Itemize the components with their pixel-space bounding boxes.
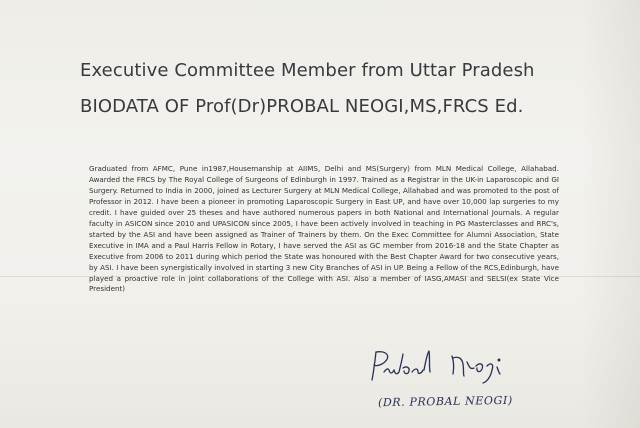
document-heading-biodata: BIODATA OF Prof(Dr)PROBAL NEOGI,MS,FRCS Ed. (80, 96, 524, 117)
signature-printed-name: (DR. PROBAL NEOGI) (377, 393, 513, 410)
document-heading-committee: Executive Committee Member from Uttar Pradesh (80, 60, 535, 81)
biodata-paragraph: Graduated from AFMC, Pune in1987,Housemanship at AIIMS, Delhi and MS(Surgery) from MLN Medical College, Allahabad. Awarded the FRCS by The Royal College of Surgeons of Edinburgh in 1997. Trained as a Registrar in the UK-in Laparoscopic and GI Surgery. Returned to India in 2000, joined as Lecturer Surgery at MLN Medical College, Allahabad and was promoted to the post of Professor in 2012. I have been a pioneer in promoting Laparoscopic Surgery in East UP, and have over 10,000 lap surgeries to my credit. I have guided over 25 theses and have authored numerous papers in both National and International Journals. A regular faculty in ASICON since 2010 and UPASICON since 2005, I have been actively involved in teaching in PG Masterclasses and RRC's, started by the ASI and have been assigned as Trainer of Trainers by them. On the Exec Committee for Alumni Association, State Executive in IMA and a Paul Harris Fellow in Rotary, I have served the ASI as GC member from 2016-18 and the State Chapter as Executive from 2006 to 2011 during which period the State was honoured with the Best Chapter Award for two consecutive years, by ASI. I have been synergistically involved in starting 3 new City Branches of ASI in UP. Being a Fellow of the RCS,Edinburgh, have played a proactive role in joint collaborations of the College with ASI. Also a member of IASG,AMASI and SELSI(ex State Vice President) (89, 164, 559, 294)
handwritten-signature (366, 348, 546, 386)
